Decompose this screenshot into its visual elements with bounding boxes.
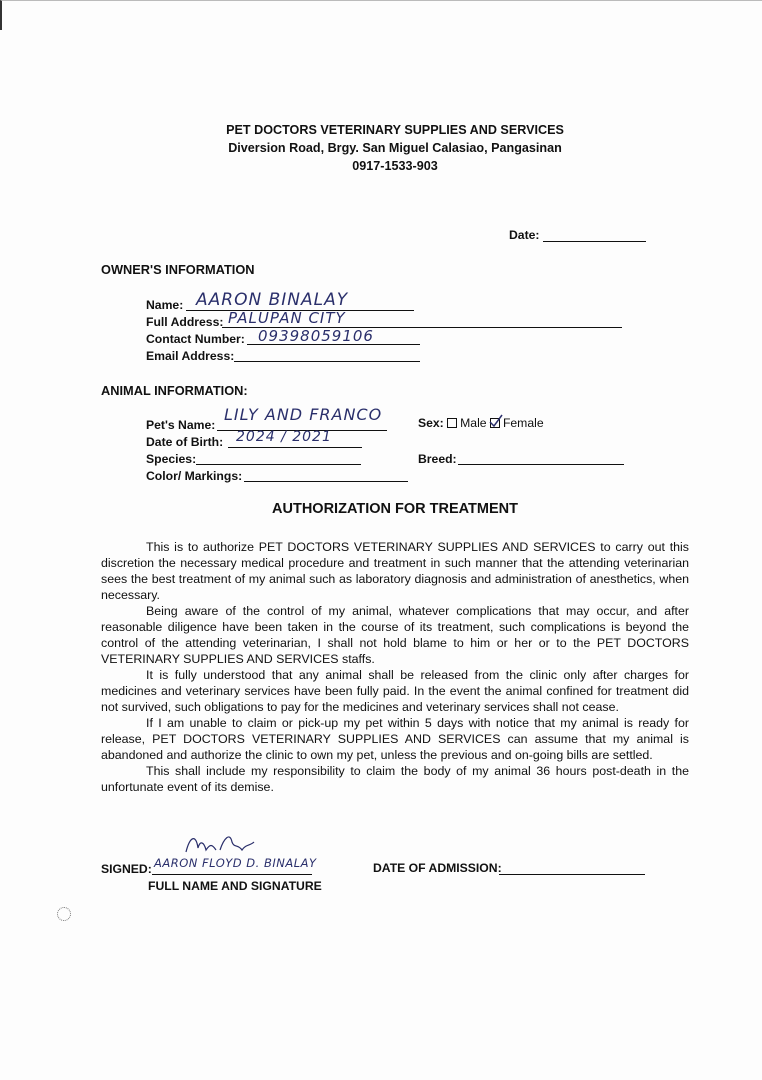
authorization-body bbox=[101, 539, 689, 795]
paragraph: If I am unable to claim or pick-up my pet within 5 days with notice that my animal is ready for release, PET DOCTORS VETERINARY SUPPLIES AND SERVICES can assume that my animal is abandoned and authorize the clinic to own my pet, unless the previous and on-going bills are settled. bbox=[101, 716, 689, 762]
owner-section-title: OWNER'S INFORMATION bbox=[101, 262, 255, 277]
female-checkbox[interactable] bbox=[490, 418, 500, 428]
contact-label: Contact Number: bbox=[146, 332, 245, 346]
signed-name-value: AARON FLOYD D. BINALAY bbox=[154, 856, 317, 870]
address-label: Full Address: bbox=[146, 315, 224, 329]
clinic-header bbox=[0, 121, 762, 175]
clinic-name: PET DOCTORS VETERINARY SUPPLIES AND SERVICES bbox=[226, 123, 564, 137]
male-checkbox[interactable] bbox=[447, 418, 457, 428]
dob-label: Date of Birth: bbox=[146, 435, 224, 449]
pet-name-label: Pet's Name: bbox=[146, 418, 216, 432]
authorization-title: AUTHORIZATION FOR TREATMENT bbox=[272, 501, 518, 517]
male-label: Male bbox=[460, 416, 487, 430]
clinic-address: Diversion Road, Brgy. San Miguel Calasiao, Pangasinan bbox=[228, 141, 562, 155]
scan-artifact bbox=[57, 907, 71, 921]
signature-caption: FULL NAME AND SIGNATURE bbox=[148, 879, 322, 893]
paragraph: This is to authorize PET DOCTORS VETERINARY SUPPLIES AND SERVICES to carry out this discretion the necessary medical procedure and treatment in such manner that the attending veterinarian sees the best treatment of my animal such as laboratory diagnosis and administration of anesthetics, when necessary. bbox=[101, 540, 689, 602]
color-label: Color/ Markings: bbox=[146, 469, 243, 483]
contact-value: 09398059106 bbox=[258, 327, 374, 345]
species-label: Species: bbox=[146, 452, 197, 466]
address-value: PALUPAN CITY bbox=[228, 309, 346, 327]
breed-label: Breed: bbox=[418, 452, 457, 466]
scan-edge bbox=[0, 0, 762, 30]
paragraph: This shall include my responsibility to claim the body of my animal 36 hours post-death in the unfortunate event of its demise. bbox=[101, 764, 689, 794]
date-label: Date: bbox=[509, 228, 540, 242]
species-field[interactable] bbox=[196, 450, 361, 465]
email-field[interactable] bbox=[234, 347, 420, 362]
clinic-phone: 0917-1533-903 bbox=[352, 159, 438, 173]
dob-value: 2024 / 2021 bbox=[236, 429, 332, 445]
paragraph: Being aware of the control of my animal, whatever complications that may occur, and after reasonable diligence have been taken in the course of its treatment, such complications is beyond the control of the attending veterinarian, I shall not hold blame to him or her or to the PET DOCTORS VETERINARY SUPPLIES AND SERVICES staffs. bbox=[101, 604, 689, 666]
date-field[interactable] bbox=[543, 227, 646, 242]
sex-field bbox=[418, 416, 544, 430]
color-field[interactable] bbox=[244, 467, 408, 482]
pet-name-value: LILY AND FRANCO bbox=[224, 405, 383, 424]
paragraph: It is fully understood that any animal shall be released from the clinic only after charges for medicines and veterinary services have been fully paid. In the event the animal confined for treatment did not survived, such obligations to pay for the medicines and veterinary services shall not cease. bbox=[101, 668, 689, 714]
animal-section-title: ANIMAL INFORMATION: bbox=[101, 383, 248, 398]
owner-name-label: Name: bbox=[146, 298, 184, 312]
sex-label: Sex: bbox=[418, 416, 444, 430]
checkmark-icon bbox=[489, 414, 503, 428]
admission-label: DATE OF ADMISSION: bbox=[373, 861, 502, 875]
signed-label: SIGNED: bbox=[101, 862, 152, 876]
admission-date-field[interactable] bbox=[499, 860, 645, 875]
owner-name-value: AARON BINALAY bbox=[196, 290, 349, 310]
breed-field[interactable] bbox=[458, 450, 624, 465]
email-label: Email Address: bbox=[146, 349, 235, 363]
female-label: Female bbox=[502, 416, 544, 430]
